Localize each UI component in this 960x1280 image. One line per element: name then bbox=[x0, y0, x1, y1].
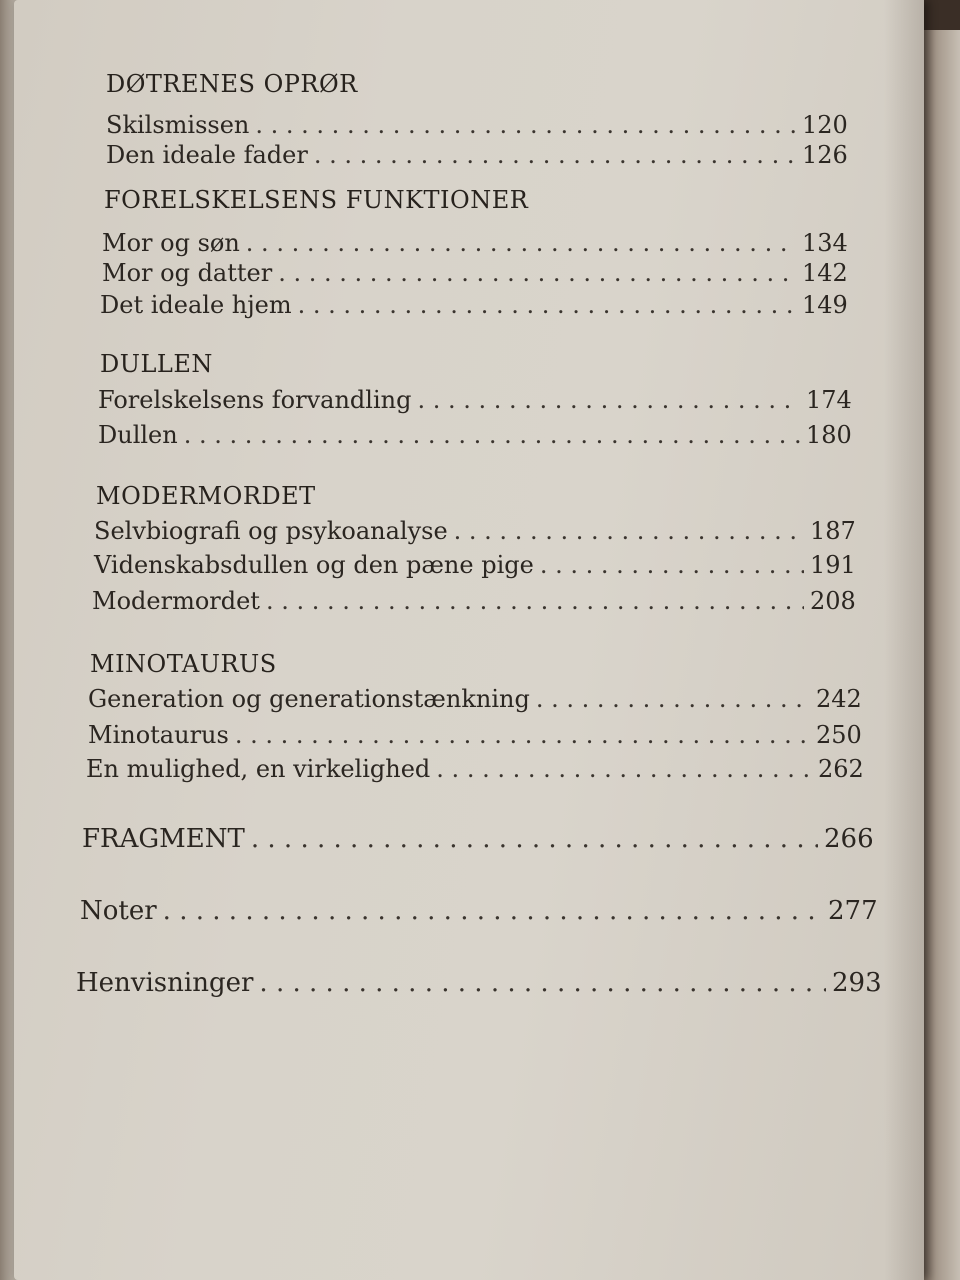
entry-page: 142 bbox=[802, 259, 848, 287]
leader-dots bbox=[417, 385, 800, 415]
entry-title: Mor og søn bbox=[102, 229, 240, 257]
leader-dots bbox=[235, 720, 810, 750]
entry-page: 120 bbox=[802, 111, 848, 139]
entry-title: Videnskabsdullen og den pæne pige bbox=[94, 551, 534, 579]
entry-page: 134 bbox=[802, 229, 848, 257]
leader-dots bbox=[251, 824, 818, 854]
leader-dots bbox=[246, 228, 796, 258]
entry-page: 208 bbox=[810, 587, 856, 615]
leader-dots bbox=[163, 896, 822, 926]
toc-entry bbox=[86, 754, 862, 784]
entry-page: 180 bbox=[806, 421, 852, 449]
leader-dots bbox=[259, 968, 826, 998]
leader-dots bbox=[278, 258, 796, 288]
toc-entry bbox=[106, 140, 846, 170]
toc-entry bbox=[88, 720, 860, 750]
entry-page: 242 bbox=[816, 685, 862, 713]
book-page bbox=[14, 0, 924, 1280]
leader-dots bbox=[266, 586, 804, 616]
toc-entry bbox=[92, 586, 854, 616]
leader-dots bbox=[314, 140, 796, 170]
leader-dots bbox=[184, 420, 800, 450]
section-heading: MODERMORDET bbox=[96, 482, 316, 510]
entry-title: Skilsmissen bbox=[106, 111, 250, 139]
entry-page: 277 bbox=[828, 896, 878, 926]
table-of-contents bbox=[14, 0, 924, 1280]
entry-title: Minotaurus bbox=[88, 721, 229, 749]
entry-page: 293 bbox=[832, 968, 882, 998]
entry-title: Det ideale hjem bbox=[100, 291, 292, 319]
opposite-page-edge bbox=[920, 30, 960, 1280]
entry-title: En mulighed, en virkelighed bbox=[86, 755, 431, 783]
leader-dots bbox=[454, 516, 804, 546]
leader-dots bbox=[536, 684, 810, 714]
entry-page: 250 bbox=[816, 721, 862, 749]
section-heading: MINOTAURUS bbox=[90, 650, 277, 678]
leader-dots bbox=[436, 754, 812, 784]
entry-title: Selvbiografi og psykoanalyse bbox=[94, 517, 448, 545]
entry-page: 174 bbox=[806, 386, 852, 414]
leader-dots bbox=[255, 110, 796, 140]
toc-entry bbox=[94, 516, 854, 546]
leader-dots bbox=[540, 550, 804, 580]
entry-title: Noter bbox=[80, 896, 157, 926]
toc-entry bbox=[100, 290, 846, 320]
entry-title: Henvisninger bbox=[76, 968, 254, 998]
entry-title: Den ideale fader bbox=[106, 141, 308, 169]
entry-title: Dullen bbox=[98, 421, 178, 449]
entry-title: Mor og datter bbox=[102, 259, 273, 287]
section-heading: FORELSKELSENS FUNKTIONER bbox=[104, 186, 529, 214]
entry-page: 266 bbox=[824, 824, 874, 854]
entry-title: Forelskelsens forvandling bbox=[98, 386, 412, 414]
toc-entry-noter bbox=[80, 896, 878, 926]
toc-entry-fragment bbox=[82, 824, 874, 854]
toc-entry bbox=[106, 110, 846, 140]
entry-page: 126 bbox=[802, 141, 848, 169]
toc-entry bbox=[88, 684, 860, 714]
section-heading: DULLEN bbox=[100, 350, 213, 378]
toc-entry bbox=[102, 228, 846, 258]
entry-page: 187 bbox=[810, 517, 856, 545]
leader-dots bbox=[298, 290, 796, 320]
entry-title: Modermordet bbox=[92, 587, 260, 615]
entry-page: 262 bbox=[818, 755, 864, 783]
entry-title: Generation og generationstænkning bbox=[88, 685, 530, 713]
section-heading: DØTRENES OPRØR bbox=[106, 70, 358, 98]
toc-entry bbox=[94, 550, 854, 580]
toc-entry bbox=[98, 420, 850, 450]
toc-entry bbox=[102, 258, 846, 288]
entry-page: 149 bbox=[802, 291, 848, 319]
toc-entry bbox=[98, 385, 850, 415]
toc-entry-henvisninger bbox=[76, 968, 882, 998]
entry-title: FRAGMENT bbox=[82, 824, 245, 854]
entry-page: 191 bbox=[810, 551, 856, 579]
